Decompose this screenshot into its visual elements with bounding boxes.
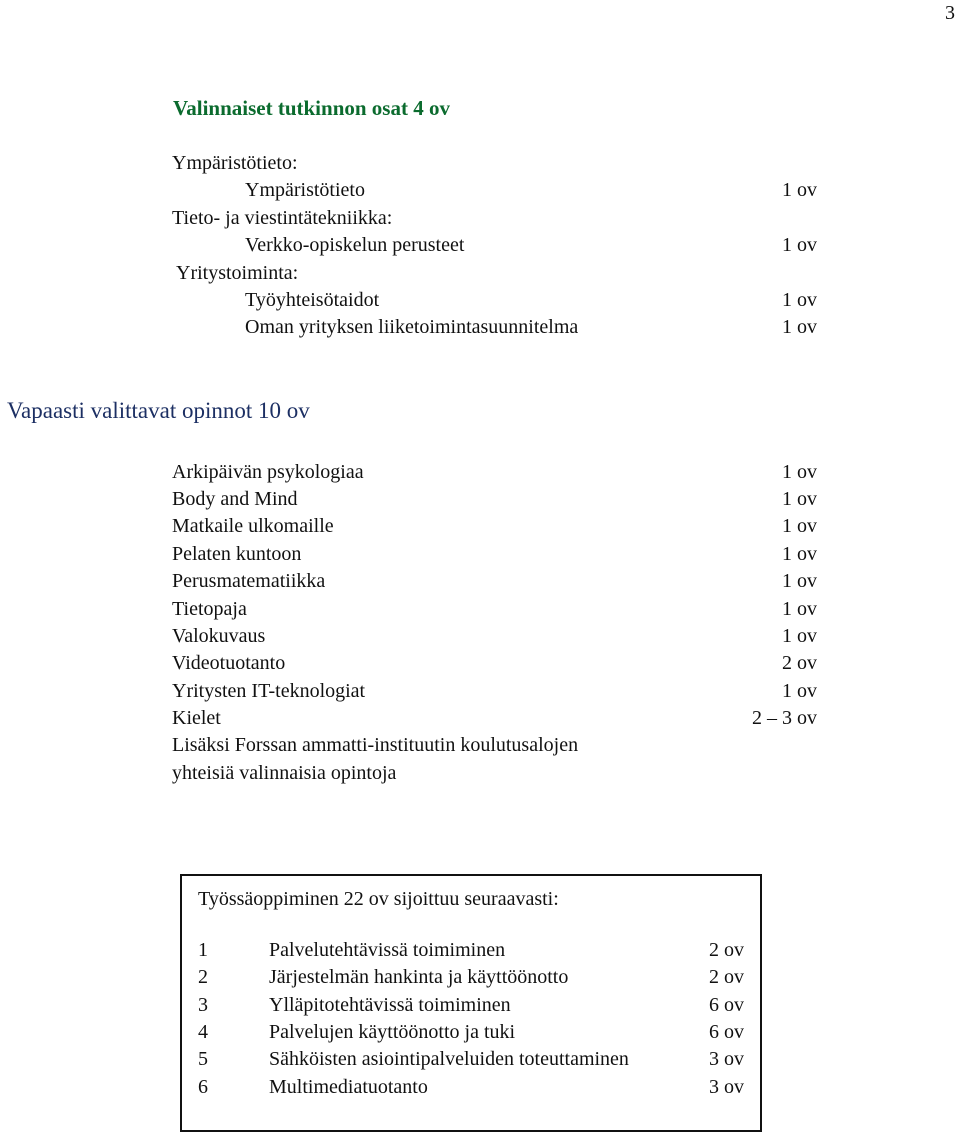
elective-name: Body and Mind xyxy=(172,488,298,510)
row-credits: 6 ov xyxy=(709,1021,744,1043)
row-name: Järjestelmän hankinta ja käyttöönotto xyxy=(269,966,569,988)
elective-credits: 1 ov xyxy=(782,625,817,647)
course-name: Verkko-opiskelun perusteet xyxy=(245,234,465,256)
elective-name: Yritysten IT-teknologiat xyxy=(172,680,366,702)
work-placement-row xyxy=(182,1048,760,1075)
elective-note: Lisäksi Forssan ammatti-instituutin koulutusalojen xyxy=(172,734,579,756)
row-credits: 2 ov xyxy=(709,966,744,988)
row-name: Palvelujen käyttöönotto ja tuki xyxy=(269,1021,516,1043)
row-number: 1 xyxy=(198,939,208,961)
elective-credits: 1 ov xyxy=(782,680,817,702)
row-number: 4 xyxy=(198,1021,208,1043)
course-credits: 1 ov xyxy=(782,316,817,338)
row-number: 2 xyxy=(198,966,208,988)
elective-name: Pelaten kuntoon xyxy=(172,543,302,565)
course-credits: 1 ov xyxy=(782,234,817,256)
elective-name: Videotuotanto xyxy=(172,652,286,674)
elective-credits: 1 ov xyxy=(782,515,817,537)
row-number: 6 xyxy=(198,1076,208,1098)
work-placement-box xyxy=(180,874,762,1132)
work-placement-row xyxy=(182,966,760,993)
elective-credits: 2 ov xyxy=(782,652,817,674)
row-name: Palvelutehtävissä toimiminen xyxy=(269,939,506,961)
elective-credits: 2 – 3 ov xyxy=(752,707,817,729)
page-number: 3 xyxy=(945,2,955,24)
work-placement-row xyxy=(182,1021,760,1048)
work-placement-row xyxy=(182,939,760,966)
elective-credits: 1 ov xyxy=(782,570,817,592)
elective-name: Kielet xyxy=(172,707,221,729)
course-credits: 1 ov xyxy=(782,289,817,311)
optional-section-heading: Valinnaiset tutkinnon osat 4 ov xyxy=(173,96,450,120)
elective-name: Valokuvaus xyxy=(172,625,266,647)
elective-credits: 1 ov xyxy=(782,543,817,565)
work-placement-title: Työssäoppiminen 22 ov sijoittuu seuraavasti: xyxy=(198,888,559,910)
elective-credits: 1 ov xyxy=(782,461,817,483)
row-credits: 3 ov xyxy=(709,1048,744,1070)
course-name: Oman yrityksen liiketoimintasuunnitelma xyxy=(245,316,579,338)
row-name: Ylläpitotehtävissä toimiminen xyxy=(269,994,511,1016)
category-label: Ympäristötieto: xyxy=(172,152,298,174)
row-number: 3 xyxy=(198,994,208,1016)
row-credits: 3 ov xyxy=(709,1076,744,1098)
category-label: Tieto- ja viestintätekniikka: xyxy=(172,207,393,229)
elective-credits: 1 ov xyxy=(782,488,817,510)
elective-name: Tietopaja xyxy=(172,598,247,620)
course-name: Ympäristötieto xyxy=(245,179,365,201)
elective-name: Matkaile ulkomaille xyxy=(172,515,334,537)
elective-name: Arkipäivän psykologiaa xyxy=(172,461,364,483)
course-credits: 1 ov xyxy=(782,179,817,201)
row-name: Multimediatuotanto xyxy=(269,1076,428,1098)
free-section-heading: Vapaasti valittavat opinnot 10 ov xyxy=(7,398,310,423)
elective-name: Perusmatematiikka xyxy=(172,570,326,592)
row-name: Sähköisten asiointipalveluiden toteuttaminen xyxy=(269,1048,629,1070)
row-credits: 6 ov xyxy=(709,994,744,1016)
course-name: Työyhteisötaidot xyxy=(245,289,380,311)
elective-note: yhteisiä valinnaisia opintoja xyxy=(172,762,397,784)
elective-credits: 1 ov xyxy=(782,598,817,620)
work-placement-row xyxy=(182,994,760,1021)
row-number: 5 xyxy=(198,1048,208,1070)
work-placement-row xyxy=(182,1076,760,1103)
category-label: Yritystoiminta: xyxy=(176,262,299,284)
row-credits: 2 ov xyxy=(709,939,744,961)
